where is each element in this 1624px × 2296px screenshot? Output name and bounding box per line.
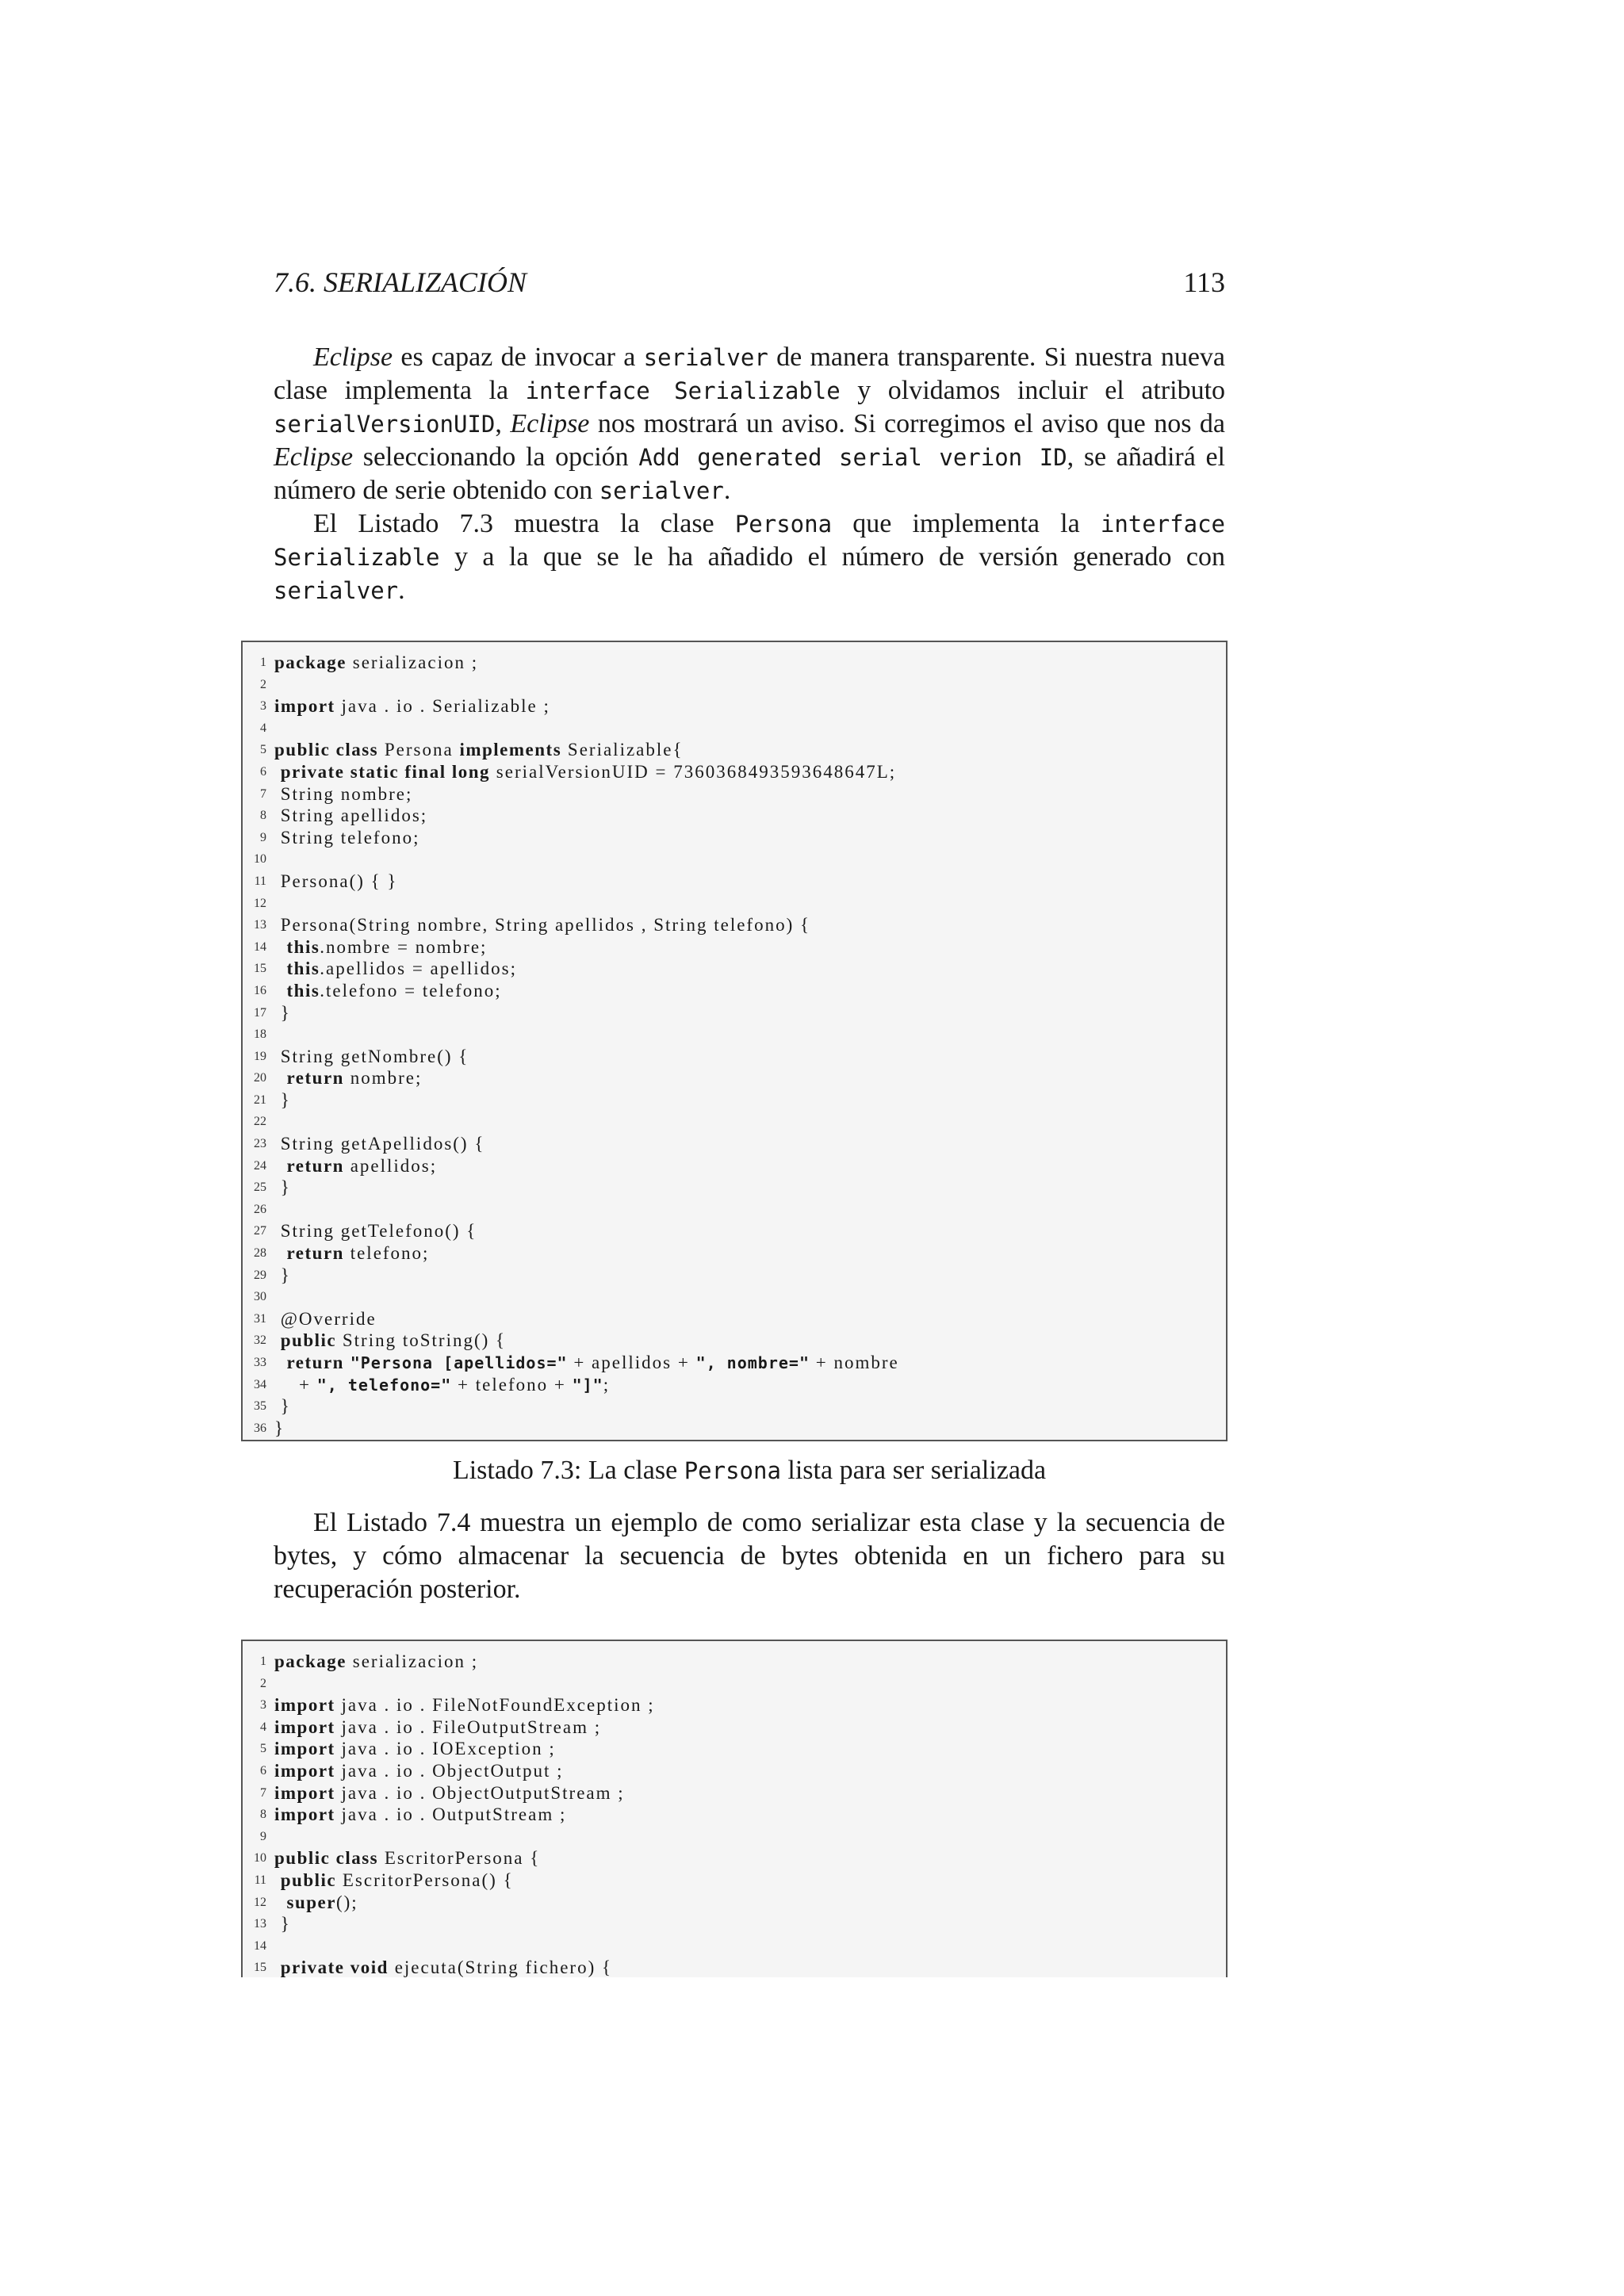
code-run: serialver xyxy=(643,344,768,371)
line-number: 9 xyxy=(260,830,266,844)
line-number: 6 xyxy=(260,764,266,779)
code-text xyxy=(273,695,550,718)
line-number: 23 xyxy=(254,1137,266,1151)
code-line xyxy=(243,871,1226,893)
line-number: 18 xyxy=(254,1027,266,1042)
code-line xyxy=(243,1418,1226,1440)
code-keyword: return xyxy=(286,1155,344,1176)
text-run: nos mostrará un aviso. Si corregimos el aviso que nos da xyxy=(589,409,1225,438)
paragraph-eclipse-serialver xyxy=(274,341,1225,507)
code-token: nombre; xyxy=(343,1068,423,1089)
code-text xyxy=(273,761,896,783)
code-token: String apellidos; xyxy=(274,806,428,826)
code-text xyxy=(273,1046,469,1068)
code-line xyxy=(243,1111,1226,1133)
code-token: Serializable{ xyxy=(561,740,684,760)
code-keyword: this xyxy=(286,959,320,979)
code-text xyxy=(273,1673,274,1695)
code-run: interface Serializable xyxy=(274,511,1225,571)
code-token: } xyxy=(274,1914,291,1934)
line-number: 4 xyxy=(260,1720,266,1734)
running-header xyxy=(274,266,1225,305)
code-keyword: private static final long xyxy=(280,761,491,782)
code-token: serialVersionUID = 7360368493593648647L; xyxy=(490,761,897,782)
text-run: Listado 7.3: La clase xyxy=(452,1456,684,1485)
line-number: 13 xyxy=(254,918,266,932)
text-run: es capaz de invocar a xyxy=(393,342,644,372)
line-number: 20 xyxy=(254,1071,266,1085)
code-keyword: implements xyxy=(459,740,562,760)
code-line xyxy=(243,1738,1226,1760)
code-token: java . io . Serializable ; xyxy=(335,696,550,717)
code-token xyxy=(274,937,287,957)
code-line xyxy=(243,1133,1226,1155)
text-run: Eclipse xyxy=(510,409,590,438)
code-token: String nombre; xyxy=(274,783,413,804)
code-token: } xyxy=(274,1265,291,1285)
code-line xyxy=(243,695,1226,718)
code-line xyxy=(243,1651,1226,1673)
code-token xyxy=(274,1957,281,1977)
code-token: java . io . FileNotFoundException ; xyxy=(335,1695,655,1716)
code-text xyxy=(273,914,810,936)
code-text xyxy=(273,1694,655,1716)
line-number: 7 xyxy=(260,786,266,801)
code-token: (); xyxy=(335,1892,358,1912)
code-keyword: import xyxy=(274,1760,335,1781)
line-number: 3 xyxy=(260,1698,266,1712)
code-text xyxy=(273,674,274,696)
code-token: } xyxy=(274,1418,285,1438)
code-token: java . io . ObjectOutputStream ; xyxy=(335,1782,625,1803)
text-run: El Listado 7.4 muestra un ejemplo de como serializar esta clase y la secuencia de bytes, y cómo almacenar la secuencia de bytes obtenida en un fichero para su recuperación posterior. xyxy=(274,1508,1225,1604)
code-line xyxy=(243,848,1226,871)
code-text xyxy=(273,1155,437,1177)
text-run: y olvidamos incluir el atributo xyxy=(840,376,1226,405)
code-line xyxy=(243,805,1226,827)
code-line xyxy=(243,893,1226,915)
code-token: } xyxy=(274,1089,291,1110)
code-text xyxy=(273,1935,274,1957)
code-line xyxy=(243,1716,1226,1739)
code-keyword: private void xyxy=(280,1957,389,1977)
line-number: 31 xyxy=(254,1311,266,1326)
line-number: 13 xyxy=(254,1917,266,1931)
code-line xyxy=(243,718,1226,740)
code-line xyxy=(243,980,1226,1002)
code-run: serialVersionUID xyxy=(274,411,496,438)
line-number: 1 xyxy=(260,1655,266,1668)
code-text xyxy=(273,1847,540,1869)
code-token: String getTelefono() { xyxy=(274,1221,477,1242)
code-line xyxy=(243,1067,1226,1089)
code-text xyxy=(273,718,274,740)
code-listing-7-3 xyxy=(241,641,1228,1441)
code-line xyxy=(243,1892,1226,1914)
code-string: ", telefono=" xyxy=(316,1375,452,1395)
code-text xyxy=(273,1242,429,1265)
code-line xyxy=(243,783,1226,806)
line-number: 36 xyxy=(254,1421,266,1435)
code-line xyxy=(243,761,1226,783)
code-line xyxy=(243,1002,1226,1024)
code-text xyxy=(273,1892,358,1914)
text-run: lista para ser serializada xyxy=(780,1456,1047,1485)
code-token: } xyxy=(274,1177,291,1198)
paragraph-listado-7-4-intro xyxy=(274,1506,1225,1606)
code-text xyxy=(273,1760,564,1782)
line-number: 16 xyxy=(254,983,266,997)
code-token: ejecuta(String fichero) { xyxy=(388,1957,613,1977)
code-text xyxy=(273,1716,601,1739)
line-number: 29 xyxy=(254,1268,266,1282)
code-token xyxy=(274,1330,281,1350)
code-run: Persona xyxy=(734,511,833,538)
line-number: 8 xyxy=(260,1808,266,1822)
code-text xyxy=(273,1265,291,1287)
code-text xyxy=(273,893,274,915)
code-token xyxy=(274,762,281,782)
code-line xyxy=(243,958,1226,980)
code-token xyxy=(344,1353,350,1372)
code-line xyxy=(243,1826,1226,1848)
code-token: Persona xyxy=(378,740,460,760)
code-text xyxy=(273,1913,291,1935)
code-line xyxy=(243,936,1226,959)
code-token: Persona(String nombre, String apellidos , String telefono) { xyxy=(274,915,811,936)
code-token: + nombre xyxy=(810,1353,899,1372)
line-number: 28 xyxy=(254,1246,266,1261)
code-token xyxy=(274,959,287,978)
code-string: ", nombre=" xyxy=(695,1353,810,1372)
code-text xyxy=(273,1067,422,1089)
code-token: + xyxy=(274,1374,317,1395)
line-number: 1 xyxy=(260,656,266,669)
code-run: Persona xyxy=(684,1457,781,1484)
line-number: 12 xyxy=(254,1895,266,1909)
paragraph-listado-7-3-intro xyxy=(274,507,1225,607)
line-number: 27 xyxy=(254,1224,266,1238)
code-keyword: import xyxy=(274,696,335,717)
line-number: 35 xyxy=(254,1399,266,1414)
code-line xyxy=(243,674,1226,696)
line-number: 15 xyxy=(254,1961,266,1975)
code-run: serialver xyxy=(274,577,399,604)
code-text xyxy=(273,805,427,827)
line-number: 10 xyxy=(254,1851,266,1866)
code-keyword: this xyxy=(286,936,320,957)
code-token: String getApellidos() { xyxy=(274,1134,485,1154)
code-text xyxy=(273,1199,274,1221)
line-number: 2 xyxy=(260,677,266,691)
code-listing-7-4 xyxy=(241,1640,1228,1977)
code-text xyxy=(273,1024,274,1046)
code-string: "Persona [apellidos=" xyxy=(350,1353,568,1372)
line-number: 4 xyxy=(260,721,266,735)
text-run: , xyxy=(495,409,511,438)
code-line xyxy=(243,1847,1226,1869)
code-text xyxy=(273,783,412,806)
code-text xyxy=(273,1002,291,1024)
code-string: "]" xyxy=(572,1375,603,1395)
code-token: java . io . OutputStream ; xyxy=(335,1804,567,1825)
line-number: 25 xyxy=(254,1181,266,1195)
code-text xyxy=(273,958,517,980)
code-keyword: package xyxy=(274,652,347,672)
code-keyword: public class xyxy=(274,740,379,760)
code-text xyxy=(273,1374,610,1396)
code-token: String telefono; xyxy=(274,827,420,848)
line-number: 26 xyxy=(254,1202,266,1216)
code-line xyxy=(243,1089,1226,1112)
line-number: 19 xyxy=(254,1049,266,1063)
line-number: 24 xyxy=(254,1158,266,1173)
code-text xyxy=(273,1308,377,1330)
code-token: Persona() { } xyxy=(274,871,398,891)
code-text xyxy=(273,1869,514,1892)
text-run: . xyxy=(723,476,731,505)
line-number: 10 xyxy=(254,852,266,867)
code-token: } xyxy=(274,1002,291,1023)
code-token: + telefono + xyxy=(451,1374,573,1395)
line-number: 5 xyxy=(260,743,266,757)
code-token: EscritorPersona() { xyxy=(336,1869,514,1890)
code-line xyxy=(243,1220,1226,1242)
code-token: } xyxy=(274,1396,291,1417)
code-line xyxy=(243,1046,1226,1068)
text-run: Eclipse xyxy=(313,342,393,372)
code-line xyxy=(243,1024,1226,1046)
code-line xyxy=(243,1673,1226,1695)
page-number: 113 xyxy=(1183,266,1225,298)
code-line xyxy=(243,1869,1226,1892)
code-token: serializacion ; xyxy=(347,1651,479,1671)
code-line xyxy=(243,1199,1226,1221)
code-line xyxy=(243,1242,1226,1265)
code-token xyxy=(274,1892,287,1912)
code-text xyxy=(273,1651,478,1673)
code-text xyxy=(273,871,397,893)
code-token: java . io . FileOutputStream ; xyxy=(335,1716,602,1737)
code-line xyxy=(243,739,1226,761)
code-line xyxy=(243,652,1226,674)
code-text xyxy=(273,936,487,959)
line-number: 34 xyxy=(254,1377,266,1391)
code-text xyxy=(273,1804,566,1826)
line-number: 3 xyxy=(260,699,266,714)
line-number: 14 xyxy=(254,939,266,954)
line-number: 6 xyxy=(260,1763,266,1777)
code-token: apellidos; xyxy=(343,1155,438,1176)
code-token: ; xyxy=(603,1374,611,1395)
code-token: EscritorPersona { xyxy=(378,1848,541,1869)
code-text xyxy=(273,1957,612,1977)
code-text xyxy=(273,739,684,761)
code-text xyxy=(273,1220,477,1242)
code-text xyxy=(273,1418,285,1440)
code-line xyxy=(243,827,1226,849)
code-text xyxy=(273,1395,291,1418)
code-keyword: import xyxy=(274,1739,335,1759)
code-token: .nombre = nombre; xyxy=(320,936,488,957)
line-number: 2 xyxy=(260,1676,266,1690)
code-text xyxy=(273,652,478,674)
code-keyword: return xyxy=(286,1243,344,1264)
code-line xyxy=(243,1286,1226,1308)
code-text xyxy=(273,1111,274,1133)
code-token: serializacion ; xyxy=(347,652,479,672)
code-text xyxy=(273,1286,274,1308)
code-keyword: super xyxy=(286,1892,336,1912)
code-run: interface Serializable xyxy=(525,377,841,404)
code-text xyxy=(273,1738,556,1760)
text-run: que implementa la xyxy=(832,509,1101,538)
code-line xyxy=(243,1760,1226,1782)
code-line xyxy=(243,1330,1226,1352)
line-number: 11 xyxy=(254,1873,266,1887)
code-token: java . io . ObjectOutput ; xyxy=(335,1760,564,1781)
text-run: , se añadirá el número de serie obtenido con xyxy=(274,442,1225,505)
code-keyword: package xyxy=(274,1651,347,1671)
line-number: 9 xyxy=(260,1829,266,1843)
line-number: 30 xyxy=(254,1290,266,1304)
line-number: 14 xyxy=(254,1938,266,1953)
text-run: El Listado 7.3 muestra la clase xyxy=(313,509,735,538)
line-number: 12 xyxy=(254,896,266,910)
code-token xyxy=(274,981,287,1001)
code-line xyxy=(243,914,1226,936)
code-run: Add generated serial verion ID xyxy=(638,444,1067,471)
code-text xyxy=(273,1782,625,1804)
code-token: .telefono = telefono; xyxy=(320,980,502,1001)
code-line xyxy=(243,1374,1226,1396)
line-number: 11 xyxy=(254,874,266,888)
code-keyword: import xyxy=(274,1804,335,1825)
code-token: + apellidos + xyxy=(567,1353,696,1372)
line-number: 5 xyxy=(260,1742,266,1756)
code-line xyxy=(243,1935,1226,1957)
listing-caption xyxy=(274,1456,1225,1486)
code-text xyxy=(273,848,274,871)
line-number: 17 xyxy=(254,1005,266,1020)
code-token: String getNombre() { xyxy=(274,1046,469,1066)
code-line xyxy=(243,1395,1226,1418)
code-text xyxy=(273,980,502,1002)
code-keyword: this xyxy=(286,980,320,1001)
code-line xyxy=(243,1694,1226,1716)
code-token xyxy=(274,1156,287,1176)
code-line xyxy=(243,1957,1226,1977)
code-keyword: return xyxy=(286,1353,344,1372)
section-title: 7.6. SERIALIZACIÓN xyxy=(274,266,527,298)
code-keyword: return xyxy=(286,1068,344,1089)
line-number: 8 xyxy=(260,809,266,823)
code-line xyxy=(243,1804,1226,1826)
code-line xyxy=(243,1177,1226,1199)
code-line xyxy=(243,1782,1226,1804)
code-token: .apellidos = apellidos; xyxy=(320,959,517,979)
text-run: . xyxy=(398,576,405,605)
code-token: @Override xyxy=(274,1308,377,1329)
code-token xyxy=(274,1353,287,1372)
code-line xyxy=(243,1352,1226,1374)
code-token xyxy=(274,1870,281,1890)
code-text xyxy=(273,1177,291,1199)
text-run: de manera transparente. Si nuestra nueva clase implementa la xyxy=(274,342,1225,405)
line-number: 21 xyxy=(254,1093,266,1107)
code-token xyxy=(274,1243,287,1263)
code-line xyxy=(243,1155,1226,1177)
code-line xyxy=(243,1265,1226,1287)
code-keyword: import xyxy=(274,1695,335,1716)
line-number: 15 xyxy=(254,962,266,976)
text-run: seleccionando la opción xyxy=(353,442,639,472)
line-number: 22 xyxy=(254,1115,266,1129)
code-line xyxy=(243,1913,1226,1935)
text-run: Eclipse xyxy=(274,442,354,472)
code-token xyxy=(274,1068,287,1088)
code-line xyxy=(243,1308,1226,1330)
code-run: serialver xyxy=(599,477,724,504)
code-text xyxy=(273,1826,274,1848)
code-keyword: import xyxy=(274,1716,335,1737)
code-text xyxy=(273,1330,506,1352)
line-number: 33 xyxy=(254,1356,266,1369)
text-run: y a la que se le ha añadido el número de versión generado con xyxy=(439,542,1225,572)
code-token: String toString() { xyxy=(336,1330,507,1351)
code-token: telefono; xyxy=(343,1243,430,1264)
code-keyword: public class xyxy=(274,1848,379,1869)
code-keyword: import xyxy=(274,1782,335,1803)
code-text xyxy=(273,827,419,849)
code-text xyxy=(273,1089,291,1112)
code-text xyxy=(273,1133,485,1155)
code-keyword: public xyxy=(280,1869,337,1890)
line-number: 7 xyxy=(260,1785,266,1800)
line-number: 32 xyxy=(254,1334,266,1348)
code-token: java . io . IOException ; xyxy=(335,1739,556,1759)
code-keyword: public xyxy=(280,1330,337,1351)
code-text xyxy=(273,1352,899,1374)
